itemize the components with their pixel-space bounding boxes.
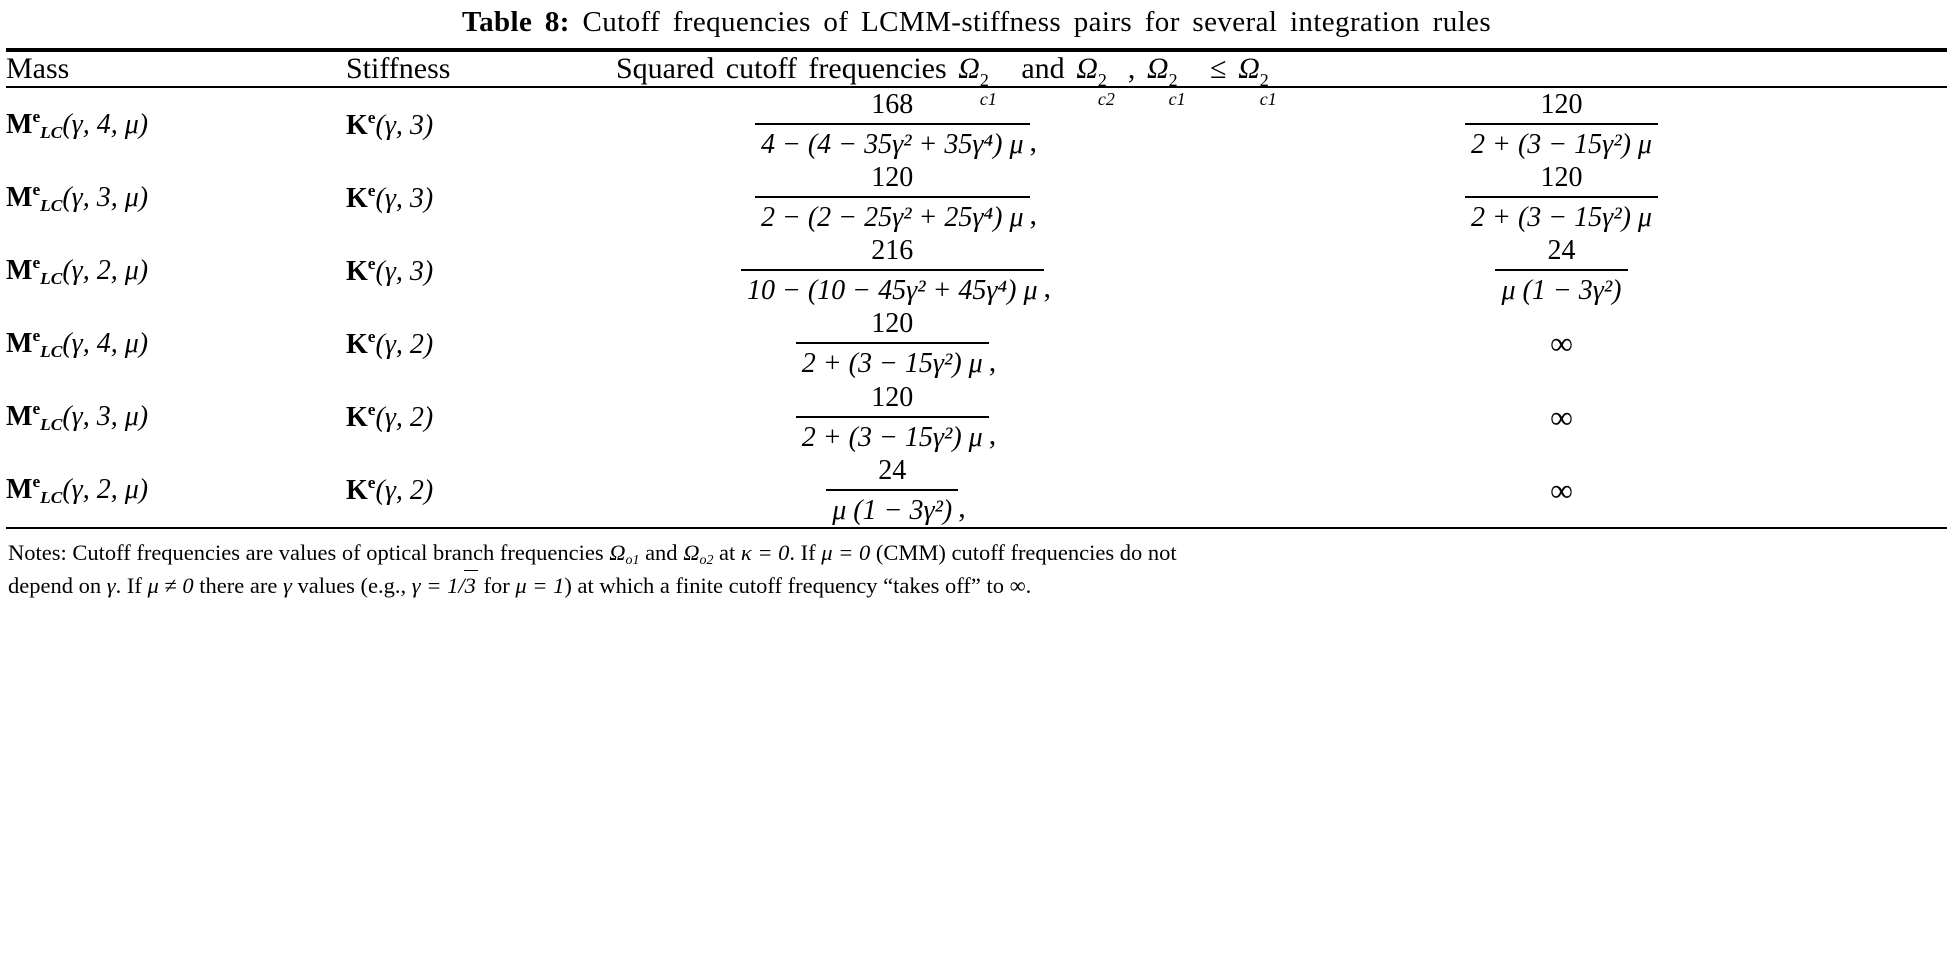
stiffness-args: (γ, 2) xyxy=(375,474,434,506)
fraction xyxy=(796,307,989,380)
fraction-trailing-comma: , xyxy=(988,344,997,378)
mass-cell xyxy=(6,454,346,527)
table-row xyxy=(6,307,1947,380)
header-omega-condition: Ω 2 c1 ≤ Ω 2 c1 xyxy=(1146,52,1277,109)
fraction-numerator: 216 xyxy=(871,235,914,267)
fraction-trailing-comma: , xyxy=(1043,271,1052,305)
header-omega-c1: Ω 2 c1 xyxy=(958,52,997,109)
mass-args: (γ, 4, μ) xyxy=(62,108,149,140)
fraction xyxy=(1465,161,1658,234)
header-omega-c2: Ω 2 c2 , xyxy=(1076,52,1136,109)
mass-sup: e xyxy=(32,472,41,492)
table-header-row xyxy=(6,52,1947,86)
notes-mu-nonzero: μ ≠ 0 xyxy=(147,573,194,599)
frequency-2-cell xyxy=(1176,161,1947,234)
stiffness-symbol: K xyxy=(346,474,368,506)
fraction xyxy=(1495,234,1627,307)
fraction xyxy=(796,381,989,454)
mass-symbol: M xyxy=(6,254,33,286)
mass-sup: e xyxy=(32,106,41,126)
stiffness-args: (γ, 3) xyxy=(375,255,434,287)
table-row xyxy=(6,381,1947,454)
notes-text: Notes: Cutoff frequencies are values of optical branch frequencies xyxy=(8,539,604,565)
fraction-denominator: 2 − (2 − 25γ² + 25γ⁴) μ xyxy=(760,202,1024,234)
frequency-1-cell xyxy=(616,161,1176,234)
fraction-trailing-comma: , xyxy=(988,417,997,451)
stiffness-args: (γ, 2) xyxy=(375,401,434,433)
frequency-2-cell xyxy=(1176,88,1947,161)
mass-sub: LC xyxy=(40,195,63,215)
stiffness-sup: e xyxy=(367,473,376,493)
notes-cmm-text: (CMM) cutoff frequencies do not xyxy=(875,539,1177,565)
fraction-numerator: 120 xyxy=(1540,89,1583,121)
notes-takes-off-text: ) at which a finite cutoff frequency “takes off” to xyxy=(564,573,1004,599)
infinity-symbol: ∞ xyxy=(1550,325,1573,362)
infinity-symbol: ∞ xyxy=(1550,398,1573,435)
mass-symbol: M xyxy=(6,108,33,140)
notes-mu-zero: μ = 0 xyxy=(821,539,871,565)
fraction-numerator: 120 xyxy=(871,162,914,194)
fraction-trailing-comma: , xyxy=(1029,198,1038,232)
fraction-denominator: 2 + (3 − 15γ²) μ xyxy=(801,421,983,453)
stiffness-cell xyxy=(346,454,616,527)
notes-omega-o1: $\Omega_{o1}$ xyxy=(609,539,640,568)
infinity-symbol: ∞ xyxy=(1550,471,1573,508)
mass-cell xyxy=(6,161,346,234)
mass-args: (γ, 4, μ) xyxy=(62,327,149,359)
stiffness-cell xyxy=(346,381,616,454)
mass-symbol: M xyxy=(6,327,33,359)
mass-sup: e xyxy=(32,252,41,272)
notes-gamma: γ xyxy=(106,573,116,599)
frequency-1-cell xyxy=(616,381,1176,454)
notes-omega-o2: $\Omega_{o2}$ xyxy=(683,539,714,568)
fraction xyxy=(826,454,958,527)
caption-text: Cutoff frequencies of LCMM-stiffness pairs for several integration rules xyxy=(582,6,1492,38)
frequency-2-cell xyxy=(1176,234,1947,307)
notes-at: at xyxy=(719,539,736,565)
fraction-numerator: 24 xyxy=(878,454,907,486)
stiffness-symbol: K xyxy=(346,182,368,214)
stiffness-sup: e xyxy=(367,107,376,127)
fraction-denominator: 10 − (10 − 45γ² + 45γ⁴) μ xyxy=(746,275,1038,307)
fraction-denominator: μ (1 − 3γ²) xyxy=(832,494,953,526)
mass-args: (γ, 3, μ) xyxy=(62,400,149,432)
notes-period-if-2: . If xyxy=(115,573,142,599)
notes-gamma-value: γ = 1/ xyxy=(411,573,465,599)
mass-sub: LC xyxy=(40,415,63,434)
stiffness-cell xyxy=(346,234,616,307)
notes-infinity: ∞ xyxy=(1009,573,1026,599)
stiffness-args: (γ, 3) xyxy=(375,182,434,214)
stiffness-sup: e xyxy=(367,254,376,274)
mass-cell xyxy=(6,307,346,380)
notes-gamma-2: γ xyxy=(282,573,292,599)
mass-args: (γ, 2, μ) xyxy=(62,254,149,286)
mass-sub: LC xyxy=(40,488,63,508)
fraction-trailing-comma: , xyxy=(958,490,966,524)
notes-depend-text: depend on xyxy=(8,573,102,599)
stiffness-symbol: K xyxy=(346,328,368,360)
stiffness-cell xyxy=(346,307,616,380)
fraction-numerator: 24 xyxy=(1547,235,1576,267)
notes-final-period: . xyxy=(1025,573,1032,599)
notes-and: and xyxy=(645,539,678,565)
fraction-numerator: 120 xyxy=(871,381,914,413)
fraction xyxy=(1465,88,1658,161)
mass-symbol: M xyxy=(6,181,33,213)
header-text-and: and xyxy=(1021,52,1065,86)
frequency-2-cell xyxy=(1176,307,1947,380)
fraction-denominator: 2 + (3 − 15γ²) μ xyxy=(1471,202,1652,234)
caption-label: Table 8: xyxy=(461,6,570,38)
notes-for: for xyxy=(483,573,510,599)
fraction-denominator: μ (1 − 3γ²) xyxy=(1501,275,1622,307)
fraction-numerator: 120 xyxy=(871,308,914,340)
header-stiffness: Stiffness xyxy=(346,52,451,86)
mass-cell xyxy=(6,234,346,307)
notes-mu-one: μ = 1 xyxy=(515,573,565,599)
stiffness-symbol: K xyxy=(346,401,368,433)
mass-sub: LC xyxy=(40,341,63,361)
notes-line1 xyxy=(8,539,1177,568)
notes-sqrt-three: 3 xyxy=(464,570,478,601)
frequency-1-cell xyxy=(616,234,1176,307)
notes-there-are: there are xyxy=(199,573,278,599)
stiffness-sup: e xyxy=(367,327,376,347)
fraction-trailing-comma: , xyxy=(1029,125,1038,159)
notes-line2 xyxy=(8,573,1031,598)
stiffness-args: (γ, 2) xyxy=(375,328,434,360)
mass-sub: LC xyxy=(40,268,63,288)
table-caption xyxy=(6,0,1947,48)
notes-kappa-zero: κ = 0 xyxy=(740,539,790,565)
frequency-1-cell xyxy=(616,454,1176,527)
stiffness-cell xyxy=(346,161,616,234)
mass-cell xyxy=(6,381,346,454)
fraction-denominator: 2 + (3 − 15γ²) μ xyxy=(801,348,983,380)
stiffness-cell xyxy=(346,88,616,161)
fraction-denominator: 4 − (4 − 35γ² + 35γ⁴) μ xyxy=(760,129,1024,161)
mass-sub: LC xyxy=(40,122,63,142)
frequency-1-cell xyxy=(616,307,1176,380)
fraction xyxy=(755,161,1030,234)
mass-args: (γ, 2, μ) xyxy=(62,473,149,505)
fraction xyxy=(741,234,1044,307)
notes-values-eg: values (e.g., xyxy=(297,573,407,599)
frequency-2-cell xyxy=(1176,454,1947,527)
stiffness-sup: e xyxy=(367,400,376,420)
stiffness-symbol: K xyxy=(346,109,368,141)
frequency-2-cell xyxy=(1176,381,1947,454)
mass-symbol: M xyxy=(6,473,33,505)
table-notes xyxy=(6,529,1947,601)
mass-sup: e xyxy=(32,179,41,199)
mass-cell xyxy=(6,88,346,161)
fraction-denominator: 2 + (3 − 15γ²) μ xyxy=(1471,129,1652,161)
table-row xyxy=(6,161,1947,234)
mass-args: (γ, 3, μ) xyxy=(62,181,149,213)
frequency-1-cell xyxy=(616,88,1176,161)
stiffness-symbol: K xyxy=(346,255,368,287)
header-text-pre: Squared cutoff frequencies xyxy=(616,52,947,86)
stiffness-args: (γ, 3) xyxy=(375,109,434,141)
table-row xyxy=(6,454,1947,527)
fraction-numerator: 168 xyxy=(871,89,914,121)
mass-symbol: M xyxy=(6,400,33,432)
table-row xyxy=(6,234,1947,307)
table-row xyxy=(6,88,1947,161)
mass-sup: e xyxy=(32,399,41,419)
header-mass: Mass xyxy=(6,52,70,86)
mass-sup: e xyxy=(32,325,41,345)
fraction-numerator: 120 xyxy=(1540,162,1583,194)
cutoff-frequency-table xyxy=(6,52,1947,526)
notes-period-if: . If xyxy=(789,539,816,565)
stiffness-sup: e xyxy=(367,180,376,200)
